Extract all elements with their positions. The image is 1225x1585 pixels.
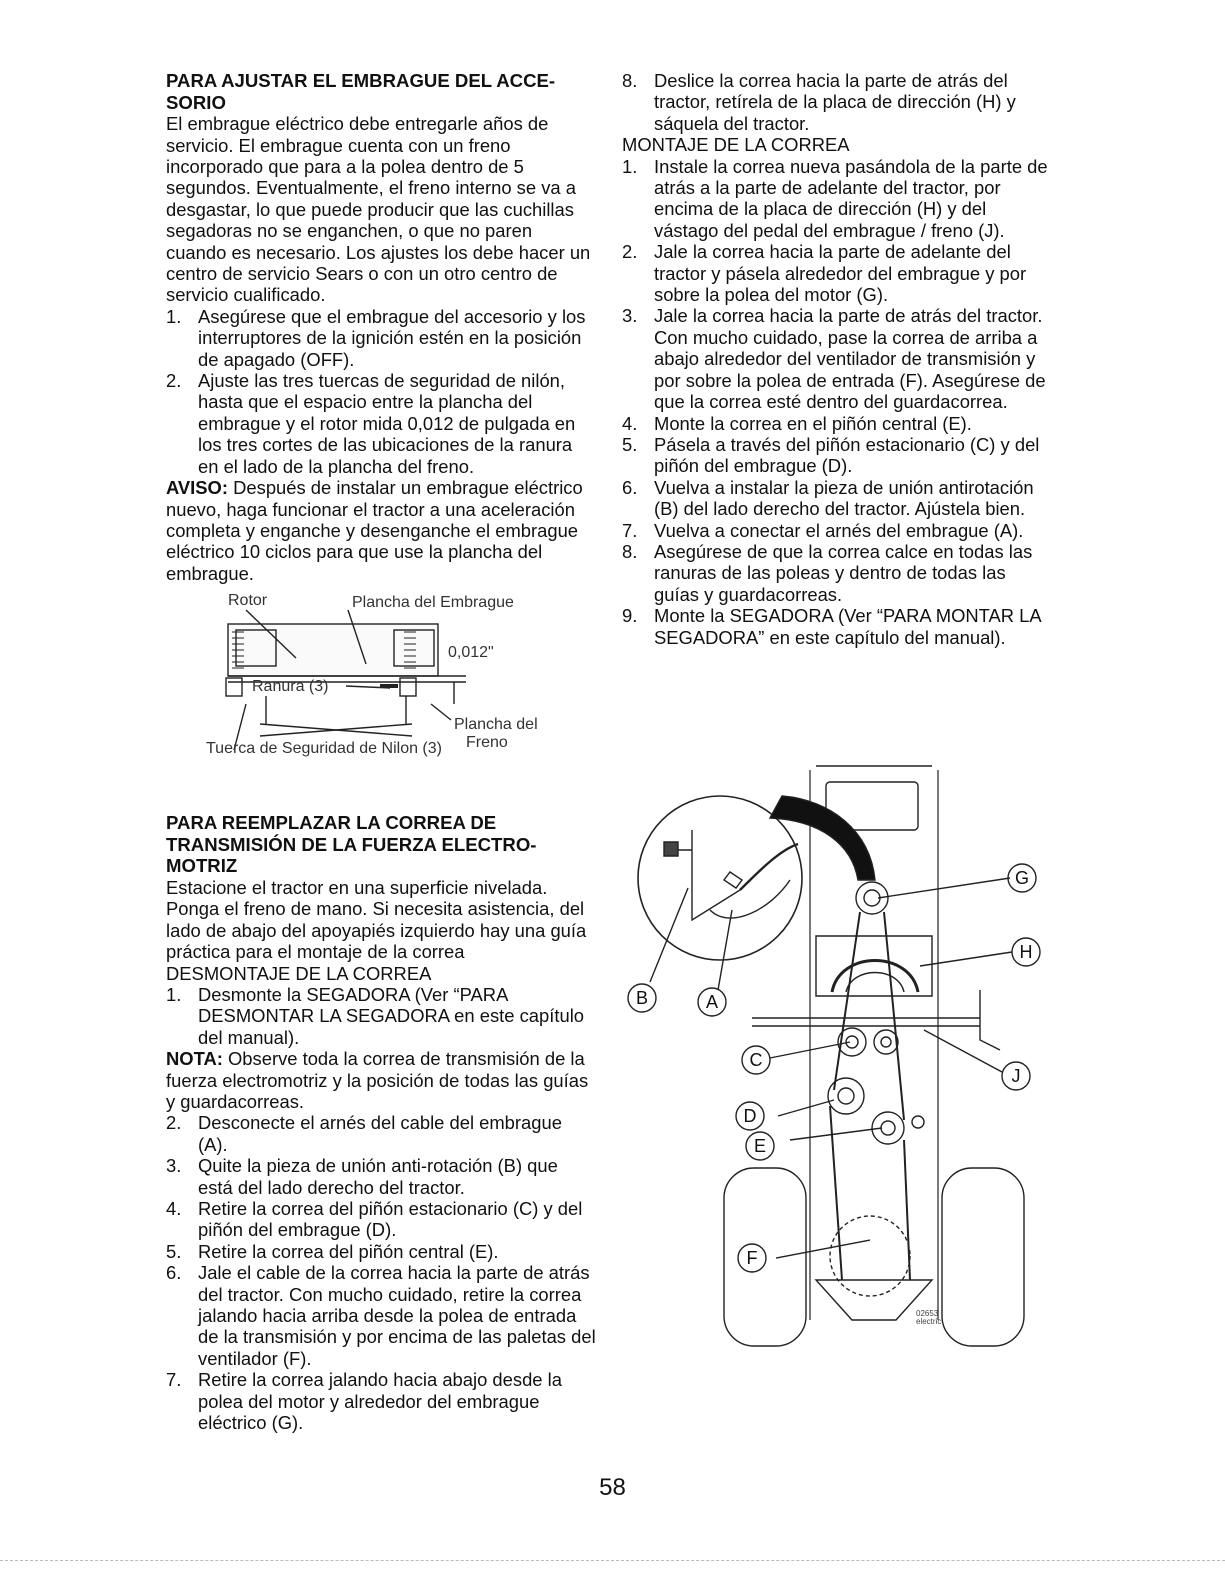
install-steps-list <box>622 156 1052 648</box>
step-number: 2. <box>166 370 182 392</box>
step-text: Retire la correa jalando hacia abajo desde la polea del motor y alrededor del embrague eléctrico (G). <box>198 1369 562 1434</box>
figure-code: 02653 <box>916 1309 939 1318</box>
list-item <box>622 413 1052 434</box>
subheading-desmontaje: DESMONTAJE DE LA CORREA <box>166 962 432 984</box>
step-number: 8. <box>622 540 638 562</box>
list-item <box>622 477 1052 520</box>
left-column <box>166 70 596 1433</box>
step-number: 9. <box>622 605 638 627</box>
step-text: Quite la pieza de unión anti-rotación (B) que está del lado derecho del tractor. <box>198 1155 558 1198</box>
callout-c: C <box>749 1050 763 1070</box>
step-number: 4. <box>622 412 638 434</box>
belt-routing-figure <box>620 760 1050 1365</box>
step-number: 6. <box>622 476 638 498</box>
step-number: 6. <box>166 1262 182 1284</box>
figure-code-sub: electric <box>916 1317 942 1326</box>
step-text: Jale la correa hacia la parte de atrás del tractor. Con mucho cuidado, pase la correa de arriba a abajo alrededor del ventilador de transmisión y por sobre la polea de entrada (F). Asegúrese de que la correa esté dentro del guardacorrea. <box>654 305 1046 413</box>
page-number: 58 <box>599 1474 626 1501</box>
step-number: 2. <box>166 1112 182 1134</box>
tractor-belt-illustration <box>620 760 1050 1360</box>
callout-e: E <box>753 1136 767 1156</box>
subheading-montaje: MONTAJE DE LA CORREA <box>622 134 850 156</box>
step-text: Asegúrese de que la correa calce en todas las ranuras de las poleas y dentro de todas las guías y guardacorreas. <box>654 540 1033 605</box>
step-text: Vuelva a instalar la pieza de unión antirotación (B) del lado derecho del tractor. Ajústela bien. <box>654 476 1034 520</box>
step-number: 4. <box>166 1198 182 1219</box>
list-item <box>166 1112 596 1155</box>
step-number: 8. <box>622 70 638 91</box>
step-number: 7. <box>166 1369 182 1391</box>
callout-g: G <box>1014 868 1030 888</box>
callout-a: A <box>705 992 719 1012</box>
clutch-intro-paragraph: El embrague eléctrico debe entregarle años de servicio. El embrague cuenta con un freno incorporado que para a la polea dentro de 5 segundos. Eventualmente, el freno interno se va a desgastar, lo que puede producir que las cuchillas segadoras no se enganchen, o que no paren cuando es necesario. Los ajustes los debe hacer un centro de servicio Sears o con un otro centro de servicio cualificado. <box>166 113 591 306</box>
clutch-gap-figure <box>166 592 596 762</box>
list-item <box>622 156 1052 242</box>
callout-b: B <box>635 988 649 1008</box>
step-number: 5. <box>166 1240 182 1262</box>
step-text: Pásela a través del piñón estacionario (C) y del piñón del embrague (D). <box>654 433 1040 477</box>
clutch-diagram-illustration <box>166 592 596 762</box>
step-text: Instale la correa nueva pasándola de la parte de atrás a la parte de adelante del tractor, por encima de la placa de dirección (H) y del vástago del pedal del embrague / freno (J). <box>654 155 1048 241</box>
label-freno: Freno <box>466 734 508 752</box>
list-item <box>622 541 1052 605</box>
label-ranura: Ranura (3) <box>252 678 329 696</box>
label-plancha-del: Plancha del <box>454 716 538 734</box>
section-title-adjust-clutch: PARA AJUSTAR EL EMBRAGUE DEL ACCE- SORIO <box>166 70 556 113</box>
step-text: Monte la correa en el piñón central (E). <box>654 412 972 434</box>
step-text: Jale el cable de la correa hacia la parte de atrás del tractor. Con mucho cuidado, retire la correa jalando hacia arriba desde la polea de entrada de la transmisión y por encima de las paletas del ventilador (F). <box>198 1262 596 1369</box>
callout-h: H <box>1019 942 1033 962</box>
removal-step1 <box>166 984 596 1048</box>
label-tuerca: Tuerca de Seguridad de Nilon (3) <box>206 740 442 758</box>
step-text: Desconecte el arnés del cable del embrague (A). <box>198 1112 562 1155</box>
replace-intro-paragraph: Estacione el tractor en una superficie nivelada. Ponga el freno de mano. Si necesita asistencia, del lado de abajo del apoyapiés izquierdo hay una guía práctica para el montaje de la correa <box>166 876 587 963</box>
callout-d: D <box>743 1106 757 1126</box>
step-text: Desmonte la SEGADORA (Ver “PARA DESMONTAR LA SEGADORA en este capítulo del manual). <box>198 983 585 1048</box>
list-item <box>166 1241 596 1262</box>
list-item <box>622 305 1052 412</box>
step-number: 1. <box>166 983 182 1005</box>
step-number: 7. <box>622 519 638 541</box>
label-gap: 0,012" <box>448 644 494 662</box>
section-title-replace-belt: PARA REEMPLAZAR LA CORREA DE TRANSMISIÓN DE LA FUERZA ELECTRO- MOTRIZ <box>166 812 537 877</box>
aviso-text: Después de instalar un embrague eléctrico nuevo, haga funcionar el tractor a una aceleración completa y enganche y desenganche el embrague eléctrico 10 ciclos para que use la plancha del embrague. <box>166 477 583 584</box>
step-number: 1. <box>622 155 638 177</box>
list-item <box>166 1198 596 1241</box>
step-text: Retire la correa del piñón central (E). <box>198 1240 499 1262</box>
step-number: 5. <box>622 433 638 455</box>
removal-steps-list <box>166 1112 596 1433</box>
list-item <box>622 434 1052 477</box>
list-item <box>166 370 596 477</box>
list-item <box>166 1369 596 1433</box>
aviso-note <box>166 477 596 584</box>
step-number: 1. <box>166 305 182 327</box>
list-item <box>622 70 1052 134</box>
callout-j: J <box>1011 1066 1021 1086</box>
adjust-steps-list <box>166 306 596 477</box>
list-item <box>166 984 596 1048</box>
footer-rule <box>0 1560 1225 1561</box>
right-column <box>622 70 1052 648</box>
step-number: 2. <box>622 241 638 263</box>
removal-step8 <box>622 70 1052 134</box>
step-text: Jale la correa hacia la parte de adelante del tractor y pásela alrededor del embrague y por sobre la polea del motor (G). <box>654 241 1027 306</box>
nota-label: NOTA: <box>166 1048 223 1070</box>
label-rotor: Rotor <box>228 592 268 610</box>
list-item <box>166 1262 596 1369</box>
list-item <box>622 241 1052 305</box>
step-text: Asegúrese que el embrague del accesorio y los interruptores de la ignición estén en la posición de apagado (OFF). <box>198 305 586 370</box>
step-text: Deslice la correa hacia la parte de atrás del tractor, retírela de la placa de dirección (H) y sáquela del tractor. <box>654 70 1016 134</box>
list-item <box>166 1155 596 1198</box>
list-item <box>622 520 1052 541</box>
list-item <box>622 605 1052 648</box>
step-text: Ajuste las tres tuercas de seguridad de nilón, hasta que el espacio entre la plancha del embrague y el rotor mida 0,012 de pulgada en los tres cortes de las ubicaciones de la ranura en el lado de la plancha del freno. <box>198 370 576 477</box>
step-text: Retire la correa del piñón estacionario (C) y del piñón del embrague (D). <box>198 1198 583 1241</box>
label-plancha-embrague: Plancha del Embrague <box>352 594 514 612</box>
list-item <box>166 306 596 370</box>
step-text: Vuelva a conectar el arnés del embrague (A). <box>654 519 1024 541</box>
step-number: 3. <box>166 1155 182 1177</box>
nota-text: Observe toda la correa de transmisión de la fuerza electromotriz y la posición de todas las guías y guardacorreas. <box>166 1048 589 1112</box>
aviso-label: AVISO: <box>166 477 228 499</box>
step-text: Monte la SEGADORA (Ver “PARA MONTAR LA SEGADORA” en este capítulo del manual). <box>654 605 1041 648</box>
step-number: 3. <box>622 305 638 327</box>
nota-note <box>166 1048 596 1112</box>
callout-f: F <box>746 1248 758 1268</box>
section-spacer <box>166 762 596 812</box>
